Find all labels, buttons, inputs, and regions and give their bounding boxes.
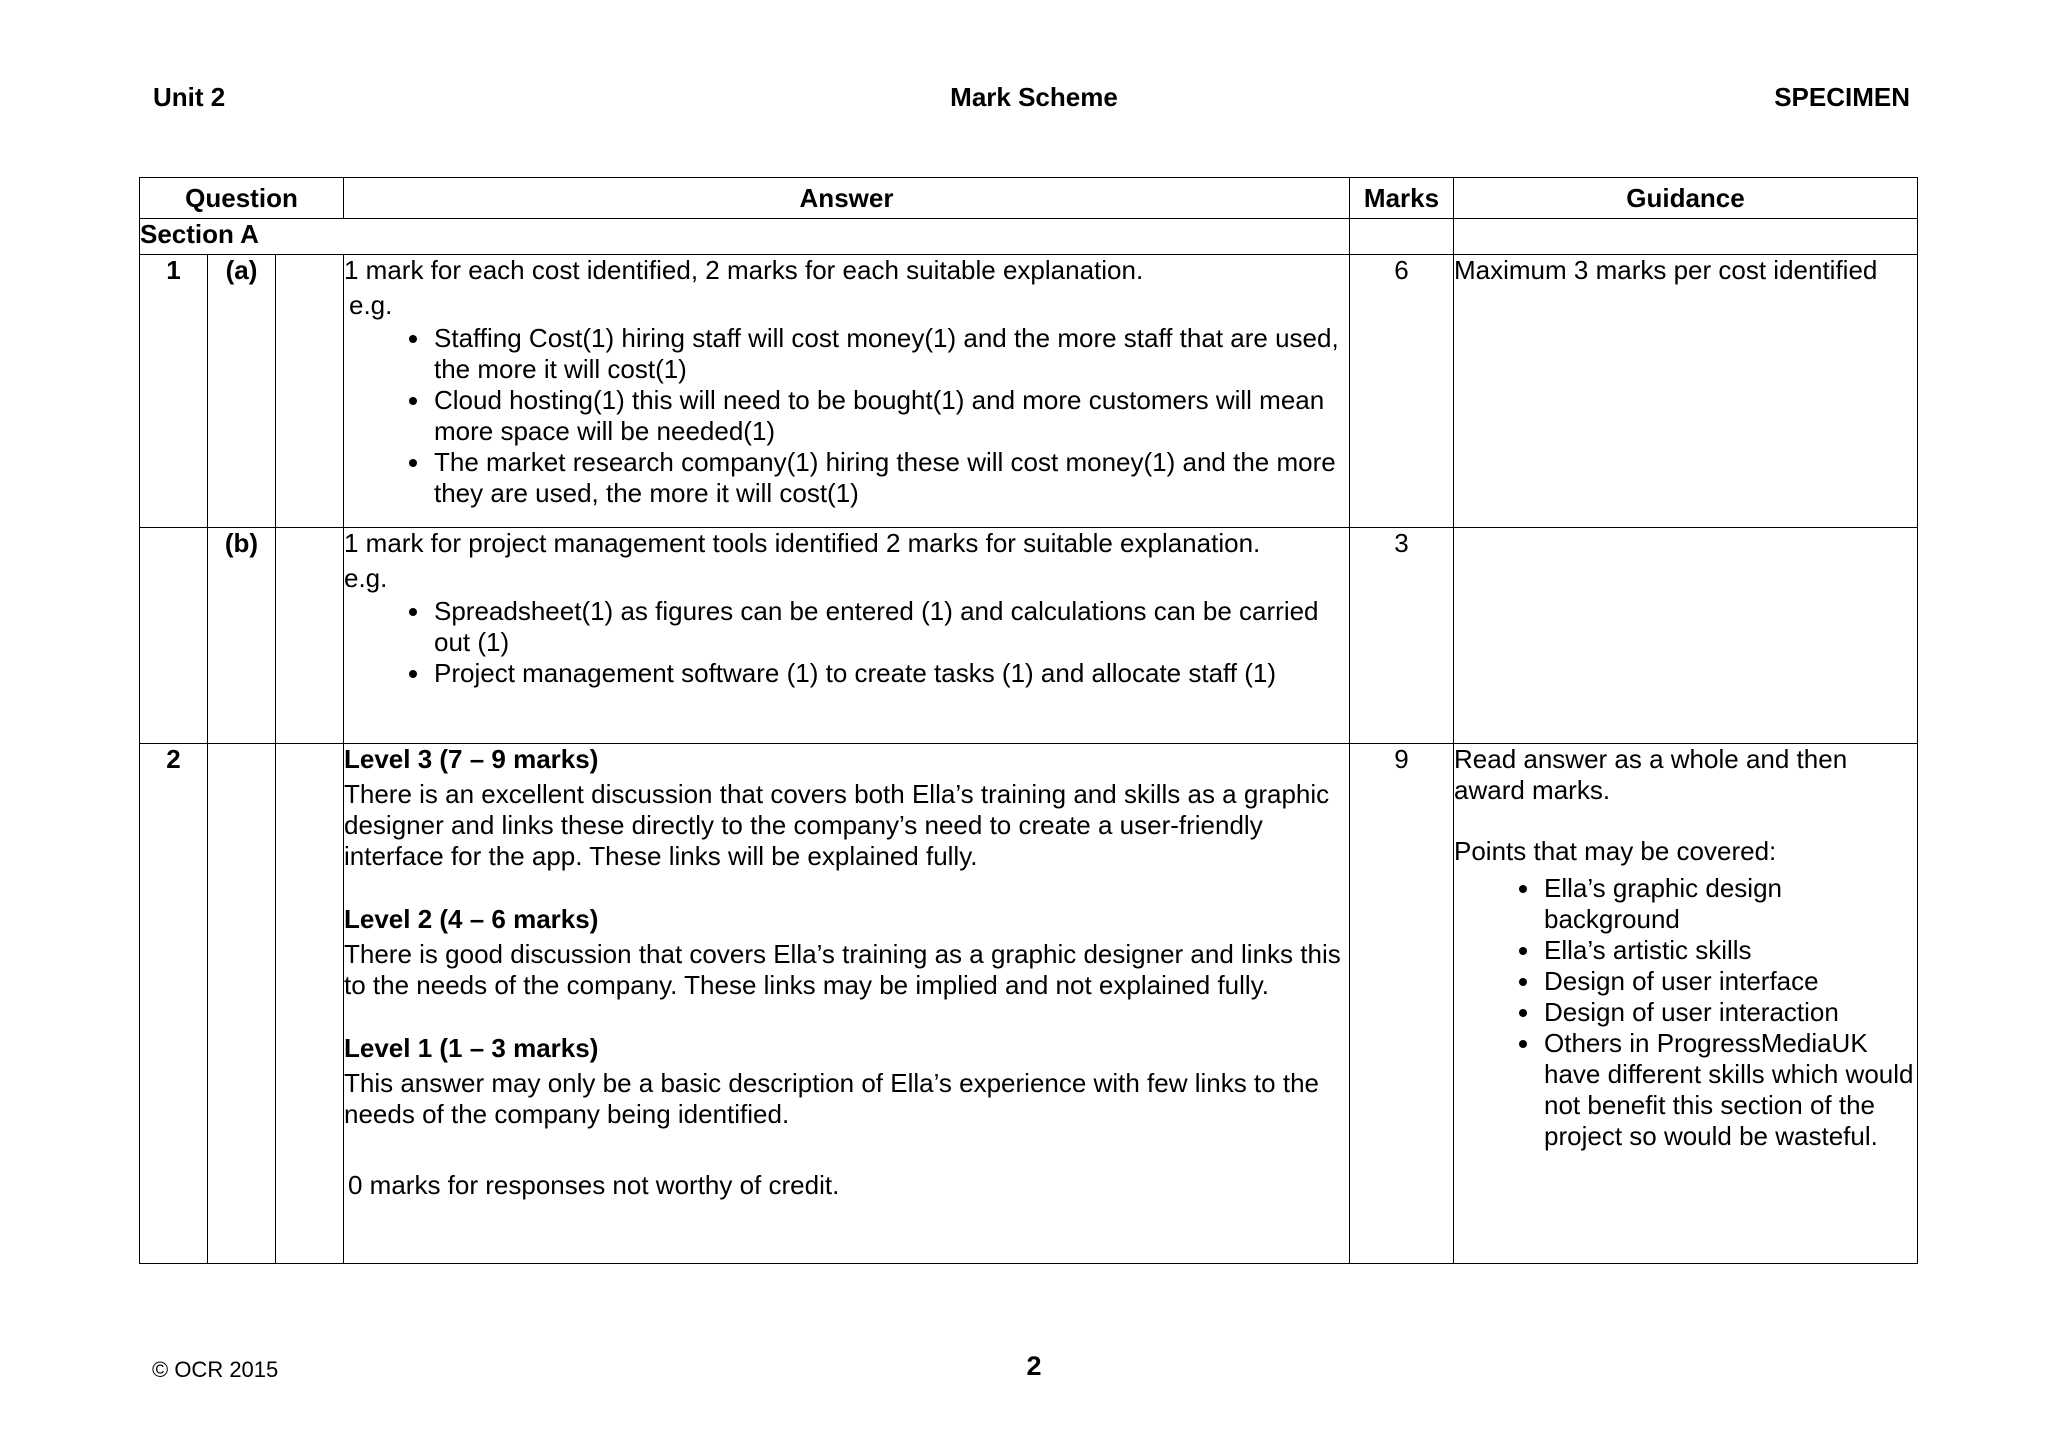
column-header-answer: Answer [344,178,1350,219]
section-guidance-cell [1454,219,1918,255]
level-2-text: There is good discussion that covers Ella’s training as a graphic designer and links this to the needs of the company. These links may be implied and not explained fully. [344,939,1341,1000]
question-subpart [276,528,344,744]
column-header-question: Question [140,178,344,219]
answer-bullet-list [344,596,1349,689]
list-item: • Design of user interface [1542,966,1917,997]
list-item: • Design of user interaction [1542,997,1917,1028]
list-item: • The market research company(1) hiring these will cost money(1) and the more they are used, the more it will cost(1) [432,447,1349,509]
question-subpart [276,744,344,1264]
section-marks-cell [1350,219,1454,255]
list-item: • Ella’s artistic skills [1542,935,1917,966]
answer-intro: 1 mark for project management tools identified 2 marks for suitable explanation. [344,528,1261,558]
list-item: • Spreadsheet(1) as figures can be entered (1) and calculations can be carried out (1) [432,596,1349,658]
table-row-q1a [140,255,1918,528]
guidance-cell: Maximum 3 marks per cost identified [1454,255,1918,528]
level-1-text: This answer may only be a basic description of Ella’s experience with few links to the needs of the company being identified. [344,1068,1319,1129]
answer-bullet-list [344,323,1349,509]
marks-value: 6 [1350,255,1454,528]
list-item: • Others in ProgressMediaUK have different skills which would not benefit this section of the project so would be wasteful. [1542,1028,1917,1152]
list-item: • Ella’s graphic design background [1542,873,1917,935]
zero-marks-text: 0 marks for responses not worthy of credit. [348,1170,840,1200]
answer-cell [344,255,1350,528]
table-row-q2 [140,744,1918,1264]
guidance-points-label: Points that may be covered: [1454,836,1777,866]
level-2-title: Level 2 (4 – 6 marks) [344,904,599,934]
answer-cell [344,744,1350,1264]
page-number: 2 [1026,1351,1042,1381]
question-part [208,744,276,1264]
question-number: 1 [140,255,208,528]
list-item: • Project management software (1) to create tasks (1) and allocate staff (1) [432,658,1349,689]
list-item: • Staffing Cost(1) hiring staff will cost money(1) and the more staff that are used, the more it will cost(1) [432,323,1349,385]
guidance-cell [1454,528,1918,744]
header-unit: Unit 2 [153,82,226,112]
guidance-cell [1454,744,1918,1264]
marks-value: 9 [1350,744,1454,1264]
guidance-bullet-list [1454,873,1917,1152]
table-header-row [140,178,1918,219]
question-part: (b) [208,528,276,744]
header-title: Mark Scheme [950,82,1118,112]
level-3-title: Level 3 (7 – 9 marks) [344,744,599,774]
marks-value: 3 [1350,528,1454,744]
answer-intro: 1 mark for each cost identified, 2 marks for each suitable explanation. [344,255,1144,285]
question-number [140,528,208,744]
mark-scheme-table [139,177,1918,1264]
question-part: (a) [208,255,276,528]
level-3-text: There is an excellent discussion that covers both Ella’s training and skills as a graphic designer and links these directly to the company’s need to create a user-friendly interface for the app. These links will be explained fully. [344,779,1330,871]
column-header-marks: Marks [1350,178,1454,219]
column-header-guidance: Guidance [1454,178,1918,219]
question-subpart [276,255,344,528]
footer-copyright: © OCR 2015 [152,1357,279,1382]
section-label: Section A [140,219,1350,255]
header-specimen: SPECIMEN [1774,82,1910,112]
guidance-intro: Read answer as a whole and then award marks. [1454,744,1848,805]
answer-cell [344,528,1350,744]
answer-eg: e.g. [349,290,393,320]
answer-eg: e.g. [344,563,388,593]
table-row-q1b [140,528,1918,744]
level-1-title: Level 1 (1 – 3 marks) [344,1033,599,1063]
section-row [140,219,1918,255]
question-number: 2 [140,744,208,1264]
list-item: • Cloud hosting(1) this will need to be bought(1) and more customers will mean more space will be needed(1) [432,385,1349,447]
